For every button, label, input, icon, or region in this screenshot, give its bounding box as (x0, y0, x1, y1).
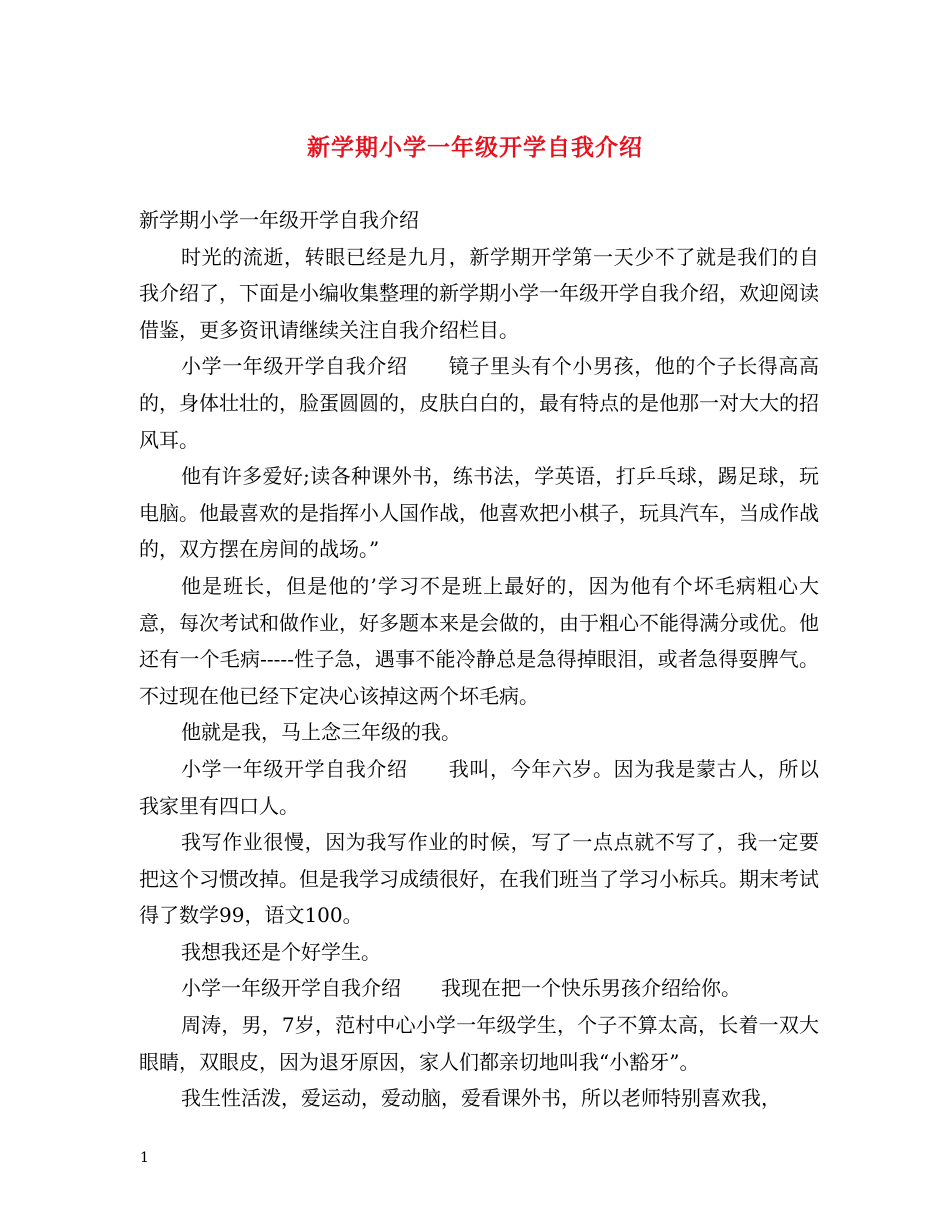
paragraph: 他是班长，但是他的’学习不是班上最好的，因为他有个坏毛病粗心大意，每次考试和做作业，好多题本来是会做的，由于粗心不能得满分或优。他还有一个毛病-----性子急，遇事不能冷静总是急得掉眼泪，或者急得耍脾气。不过现在他已经下定决心该掉这两个坏毛病。 (139, 573, 819, 708)
paragraph: 小学一年级开学自我介绍 镜子里头有个小男孩，他的个子长得高高的，身体壮壮的，脸蛋圆圆的，皮肤白白的，最有特点的是他那一对大大的招风耳。 (139, 354, 819, 452)
paragraph: 我想我还是个好学生。 (181, 939, 381, 964)
paragraph: 我写作业很慢，因为我写作业的时候，写了一点点就不写了，我一定要把这个习惯改掉。但是我学习成绩很好，在我们班当了学习小标兵。期末考试得了数学99，语文100。 (139, 830, 819, 928)
paragraph: 时光的流逝，转眼已经是九月，新学期开学第一天少不了就是我们的自我介绍了，下面是小编收集整理的新学期小学一年级开学自我介绍，欢迎阅读借鉴，更多资讯请继续关注自我介绍栏目。 (139, 244, 819, 342)
paragraph: 他就是我，马上念三年级的我。 (181, 720, 461, 745)
paragraph: 我生性活泼，爱运动，爱动脑，爱看课外书，所以老师特别喜欢我， (181, 1086, 781, 1111)
page-number: 1 (140, 1150, 149, 1166)
document-title: 新学期小学一年级开学自我介绍 (307, 134, 643, 161)
paragraph: 小学一年级开学自我介绍 我现在把一个快乐男孩介绍给你。 (181, 976, 741, 1001)
document-body (139, 202, 819, 1117)
paragraph: 周涛，男，7岁，范村中心小学一年级学生，个子不算太高，长着一双大眼睛，双眼皮，因为退牙原因，家人们都亲切地叫我“小豁牙”。 (139, 1013, 819, 1074)
subtitle-line: 新学期小学一年级开学自我介绍 (139, 208, 419, 232)
paragraph: 他有许多爱好;读各种课外书，练书法，学英语，打乒乓球，踢足球，玩电脑。他最喜欢的是指挥小人国作战，他喜欢把小棋子，玩具汽车，当成作战的，双方摆在房间的战场。” (139, 464, 819, 562)
paragraph: 小学一年级开学自我介绍 我叫，今年六岁。因为我是蒙古人，所以我家里有四口人。 (139, 756, 819, 818)
